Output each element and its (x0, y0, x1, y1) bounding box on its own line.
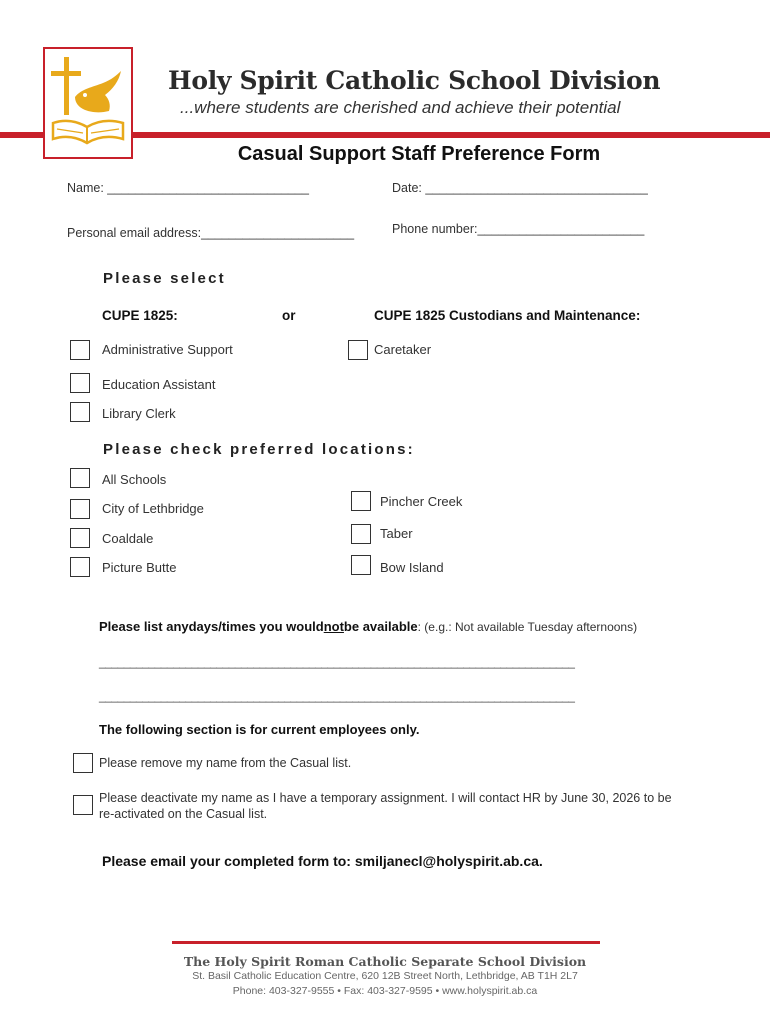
deactivate-name-label-line2: re-activated on the Casual list. (99, 807, 268, 821)
availability-prompt-start: Please list anydays/times you would (99, 619, 324, 634)
administrative-support-label: Administrative Support (102, 342, 233, 357)
current-employees-heading: The following section is for current employees only. (99, 722, 420, 737)
select-heading: Please select (103, 270, 226, 287)
org-name: Holy Spirit Catholic School Division (168, 66, 661, 95)
availability-prompt-end: be available (343, 619, 418, 634)
education-assistant-checkbox[interactable] (70, 373, 90, 393)
coaldale-label: Coaldale (102, 531, 154, 546)
deactivate-name-label-line1: Please deactivate my name as I have a temporary assignment. I will contact HR by June 30, 2026 to be (99, 791, 672, 805)
library-clerk-label: Library Clerk (102, 406, 176, 421)
bow-island-checkbox[interactable] (351, 555, 371, 575)
footer-red-line (172, 941, 600, 944)
pincher-creek-label: Pincher Creek (380, 494, 463, 509)
remove-from-casual-label: Please remove my name from the Casual list. (99, 756, 352, 770)
bow-island-label: Bow Island (380, 560, 444, 575)
taber-checkbox[interactable] (351, 524, 371, 544)
picture-butte-label: Picture Butte (102, 560, 177, 575)
coaldale-checkbox[interactable] (70, 528, 90, 548)
availability-line-1[interactable]: _____________________________________________________________________________ (99, 655, 575, 669)
date-field[interactable]: Date: ________________________________ (392, 181, 648, 195)
name-field[interactable]: Name: _____________________________ (67, 181, 309, 195)
org-tagline: ...where students are cherished and achieve their potential (180, 98, 621, 117)
footer-title: The Holy Spirit Roman Catholic Separate School Division (183, 954, 587, 969)
locations-heading: Please check preferred locations: (103, 441, 415, 458)
availability-prompt (99, 619, 637, 634)
remove-from-casual-checkbox[interactable] (73, 753, 93, 773)
pincher-creek-checkbox[interactable] (351, 491, 371, 511)
city-of-lethbridge-checkbox[interactable] (70, 499, 90, 519)
library-clerk-checkbox[interactable] (70, 402, 90, 422)
picture-butte-checkbox[interactable] (70, 557, 90, 577)
caretaker-label: Caretaker (374, 342, 432, 357)
availability-prompt-not: not (323, 619, 344, 634)
education-assistant-label: Education Assistant (102, 377, 216, 392)
or-label: or (282, 308, 296, 323)
form-title: Casual Support Staff Preference Form (237, 143, 601, 165)
cupe-1825-label: CUPE 1825: (102, 308, 178, 323)
footer-address: St. Basil Catholic Education Centre, 620 12B Street North, Lethbridge, AB T1H 2L7 (192, 970, 578, 982)
administrative-support-checkbox[interactable] (70, 340, 90, 360)
all-schools-label: All Schools (102, 472, 167, 487)
taber-label: Taber (380, 526, 413, 541)
caretaker-checkbox[interactable] (348, 340, 368, 360)
cupe-custodians-label: CUPE 1825 Custodians and Maintenance: (374, 308, 641, 323)
city-of-lethbridge-label: City of Lethbridge (102, 501, 204, 516)
submit-instructions: Please email your completed form to: smiljanecl@holyspirit.ab.ca. (102, 853, 543, 869)
phone-field[interactable]: Phone number:________________________ (392, 222, 645, 236)
footer-contact: Phone: 403-327-9555 • Fax: 403-327-9595 • www.holyspirit.ab.ca (232, 985, 538, 997)
availability-example: : (e.g.: Not available Tuesday afternoons) (417, 620, 638, 634)
all-schools-checkbox[interactable] (70, 468, 90, 488)
deactivate-name-checkbox[interactable] (73, 795, 93, 815)
cross-dove-book-logo-icon (45, 49, 131, 157)
availability-line-2[interactable]: _____________________________________________________________________________ (99, 689, 575, 703)
email-field[interactable]: Personal email address:______________________ (67, 226, 355, 240)
